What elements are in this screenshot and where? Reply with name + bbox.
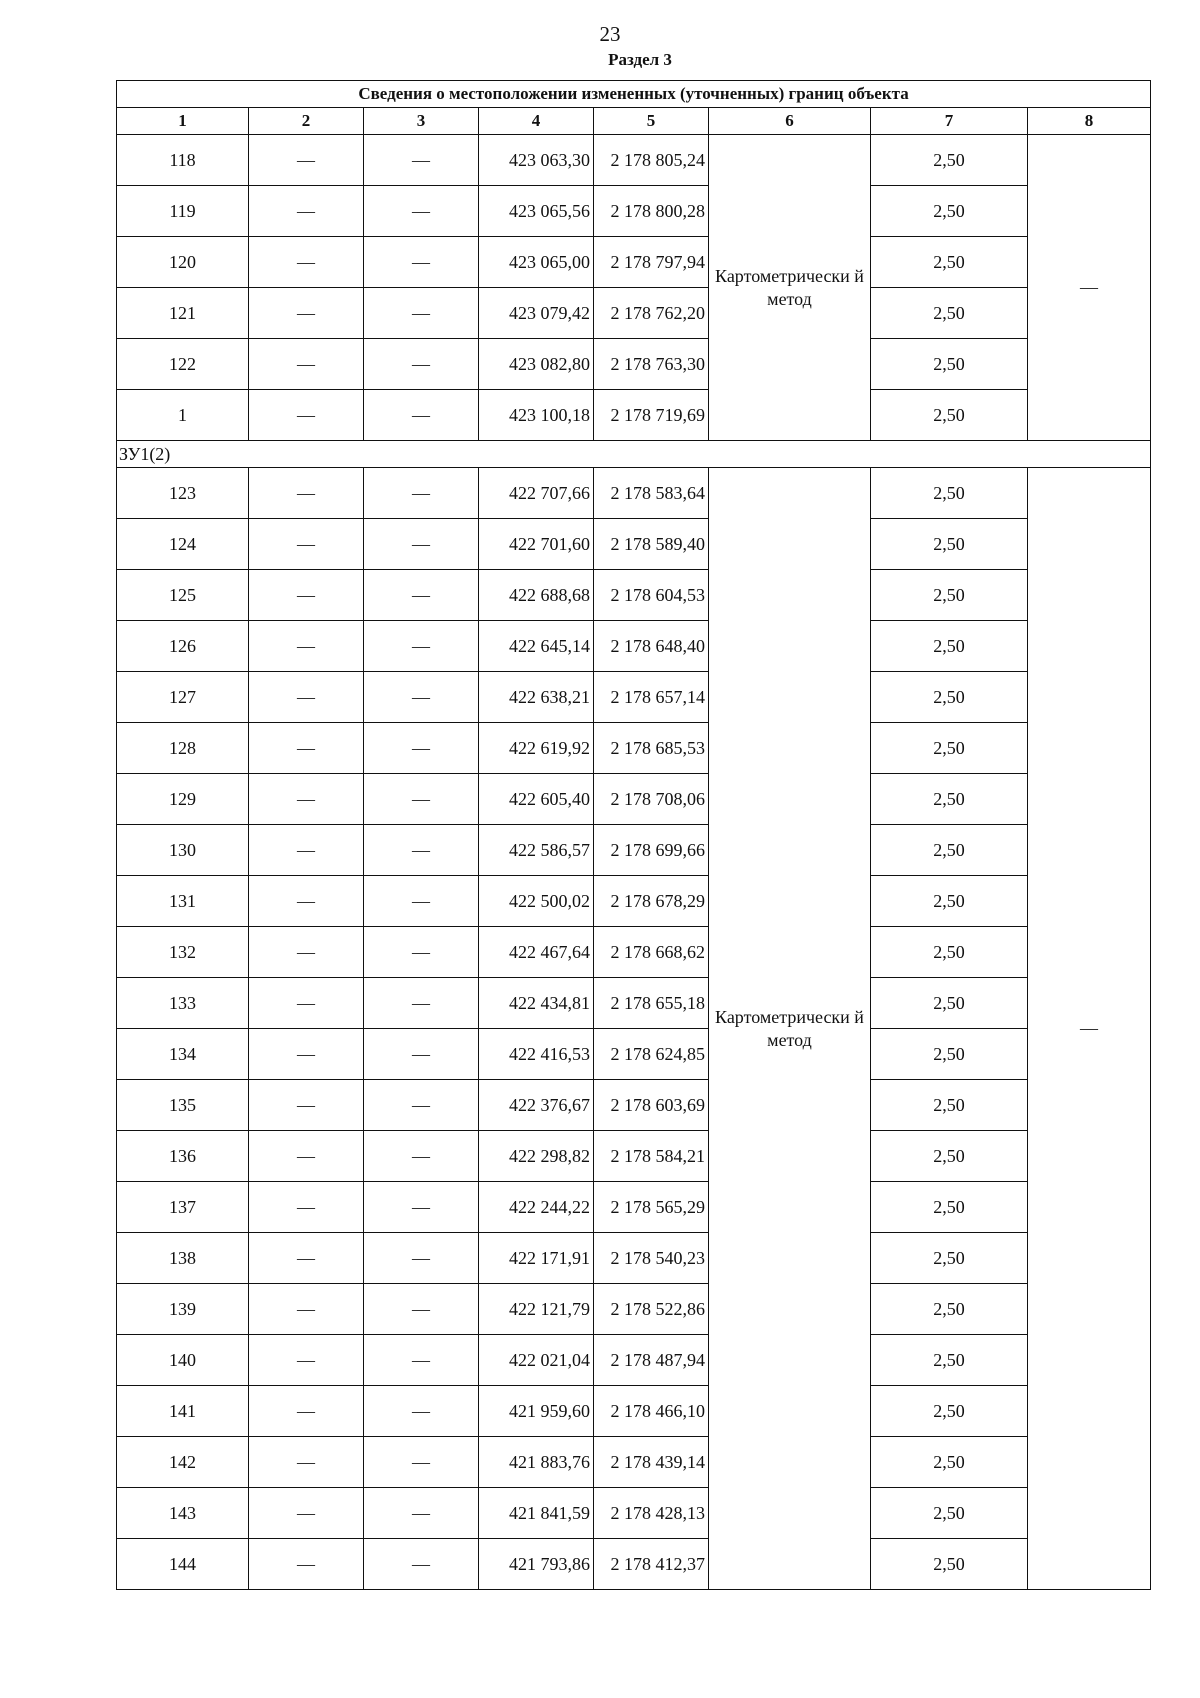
col2-value: — (249, 1539, 364, 1590)
col3-value: — (364, 1233, 479, 1284)
coord-y: 2 178 800,28 (594, 186, 709, 237)
accuracy-value: 2,50 (871, 876, 1028, 927)
coord-y: 2 178 565,29 (594, 1182, 709, 1233)
col3-value: — (364, 1029, 479, 1080)
coord-y: 2 178 603,69 (594, 1080, 709, 1131)
header-row (117, 108, 1151, 135)
col2-value: — (249, 1182, 364, 1233)
accuracy-value: 2,50 (871, 1182, 1028, 1233)
table-row (117, 876, 1151, 927)
coord-x: 422 619,92 (479, 723, 594, 774)
col3-value: — (364, 1437, 479, 1488)
accuracy-value: 2,50 (871, 774, 1028, 825)
coord-y: 2 178 763,30 (594, 339, 709, 390)
column-header: 2 (249, 108, 364, 135)
coord-x: 422 121,79 (479, 1284, 594, 1335)
accuracy-value: 2,50 (871, 570, 1028, 621)
col2-value: — (249, 1233, 364, 1284)
accuracy-value: 2,50 (871, 1488, 1028, 1539)
col3-value: — (364, 1284, 479, 1335)
coord-x: 422 707,66 (479, 468, 594, 519)
col3-value: — (364, 1488, 479, 1539)
point-number: 120 (117, 237, 249, 288)
accuracy-value: 2,50 (871, 927, 1028, 978)
accuracy-value: 2,50 (871, 1335, 1028, 1386)
col2-value: — (249, 1284, 364, 1335)
accuracy-value: 2,50 (871, 1233, 1028, 1284)
col2-value: — (249, 825, 364, 876)
col2-value: — (249, 927, 364, 978)
coord-y: 2 178 719,69 (594, 390, 709, 441)
col3-value: — (364, 927, 479, 978)
table-row (117, 468, 1151, 519)
col3-value: — (364, 339, 479, 390)
accuracy-value: 2,50 (871, 621, 1028, 672)
accuracy-value: 2,50 (871, 1437, 1028, 1488)
coord-x: 423 065,56 (479, 186, 594, 237)
column-header: 3 (364, 108, 479, 135)
coord-x: 422 500,02 (479, 876, 594, 927)
point-number: 135 (117, 1080, 249, 1131)
point-number: 125 (117, 570, 249, 621)
table-row (117, 519, 1151, 570)
coord-x: 423 079,42 (479, 288, 594, 339)
accuracy-value: 2,50 (871, 1131, 1028, 1182)
table-row (117, 1488, 1151, 1539)
col3-value: — (364, 723, 479, 774)
col3-value: — (364, 876, 479, 927)
table-row (117, 978, 1151, 1029)
col2-value: — (249, 519, 364, 570)
coord-y: 2 178 466,10 (594, 1386, 709, 1437)
point-number: 121 (117, 288, 249, 339)
accuracy-value: 2,50 (871, 519, 1028, 570)
coord-y: 2 178 699,66 (594, 825, 709, 876)
col2-value: — (249, 237, 364, 288)
col3-value: — (364, 519, 479, 570)
point-number: 141 (117, 1386, 249, 1437)
col3-value: — (364, 1386, 479, 1437)
col3-value: — (364, 1080, 479, 1131)
coord-x: 422 434,81 (479, 978, 594, 1029)
coord-x: 422 467,64 (479, 927, 594, 978)
col8-value: — (1028, 468, 1151, 1590)
accuracy-value: 2,50 (871, 672, 1028, 723)
col3-value: — (364, 774, 479, 825)
coord-y: 2 178 708,06 (594, 774, 709, 825)
table-row (117, 339, 1151, 390)
col2-value: — (249, 1335, 364, 1386)
coord-y: 2 178 805,24 (594, 135, 709, 186)
table-row (117, 1029, 1151, 1080)
point-number: 129 (117, 774, 249, 825)
col2-value: — (249, 672, 364, 723)
col2-value: — (249, 570, 364, 621)
point-number: 130 (117, 825, 249, 876)
coord-x: 422 298,82 (479, 1131, 594, 1182)
coord-y: 2 178 412,37 (594, 1539, 709, 1590)
col2-value: — (249, 723, 364, 774)
point-number: 122 (117, 339, 249, 390)
column-header: 4 (479, 108, 594, 135)
point-number: 124 (117, 519, 249, 570)
table-row (117, 927, 1151, 978)
point-number: 1 (117, 390, 249, 441)
col3-value: — (364, 1539, 479, 1590)
accuracy-value: 2,50 (871, 1029, 1028, 1080)
point-number: 131 (117, 876, 249, 927)
col2-value: — (249, 339, 364, 390)
table-row (117, 288, 1151, 339)
coord-x: 422 645,14 (479, 621, 594, 672)
col2-value: — (249, 774, 364, 825)
col3-value: — (364, 1131, 479, 1182)
coord-y: 2 178 540,23 (594, 1233, 709, 1284)
point-number: 132 (117, 927, 249, 978)
coord-y: 2 178 583,64 (594, 468, 709, 519)
col3-value: — (364, 186, 479, 237)
coord-x: 423 063,30 (479, 135, 594, 186)
accuracy-value: 2,50 (871, 186, 1028, 237)
table-row (117, 1539, 1151, 1590)
col8-value: — (1028, 135, 1151, 441)
coord-y: 2 178 624,85 (594, 1029, 709, 1080)
coord-x: 421 793,86 (479, 1539, 594, 1590)
col3-value: — (364, 468, 479, 519)
accuracy-value: 2,50 (871, 978, 1028, 1029)
col2-value: — (249, 1131, 364, 1182)
coord-y: 2 178 685,53 (594, 723, 709, 774)
col3-value: — (364, 288, 479, 339)
point-number: 127 (117, 672, 249, 723)
coord-y: 2 178 439,14 (594, 1437, 709, 1488)
col2-value: — (249, 1488, 364, 1539)
coord-y: 2 178 678,29 (594, 876, 709, 927)
coord-x: 421 959,60 (479, 1386, 594, 1437)
method-cell: Картометрически й метод (709, 135, 871, 441)
point-number: 118 (117, 135, 249, 186)
table-row (117, 570, 1151, 621)
method-cell: Картометрически й метод (709, 468, 871, 1590)
coord-x: 423 100,18 (479, 390, 594, 441)
coord-x: 422 171,91 (479, 1233, 594, 1284)
point-number: 139 (117, 1284, 249, 1335)
col3-value: — (364, 825, 479, 876)
coord-x: 422 586,57 (479, 825, 594, 876)
col3-value: — (364, 135, 479, 186)
coord-y: 2 178 797,94 (594, 237, 709, 288)
coord-x: 422 021,04 (479, 1335, 594, 1386)
point-number: 144 (117, 1539, 249, 1590)
coord-y: 2 178 604,53 (594, 570, 709, 621)
col2-value: — (249, 135, 364, 186)
table-row (117, 723, 1151, 774)
point-number: 140 (117, 1335, 249, 1386)
accuracy-value: 2,50 (871, 339, 1028, 390)
col2-value: — (249, 978, 364, 1029)
coord-x: 423 065,00 (479, 237, 594, 288)
table-row (117, 186, 1151, 237)
coord-y: 2 178 522,86 (594, 1284, 709, 1335)
coord-x: 423 082,80 (479, 339, 594, 390)
col3-value: — (364, 237, 479, 288)
accuracy-value: 2,50 (871, 1284, 1028, 1335)
col2-value: — (249, 621, 364, 672)
col2-value: — (249, 1437, 364, 1488)
point-number: 123 (117, 468, 249, 519)
table-row (117, 1335, 1151, 1386)
accuracy-value: 2,50 (871, 825, 1028, 876)
coord-y: 2 178 589,40 (594, 519, 709, 570)
coord-x: 422 701,60 (479, 519, 594, 570)
coord-x: 422 416,53 (479, 1029, 594, 1080)
table-row (117, 1080, 1151, 1131)
accuracy-value: 2,50 (871, 1386, 1028, 1437)
col2-value: — (249, 468, 364, 519)
table-row (117, 1437, 1151, 1488)
col3-value: — (364, 1335, 479, 1386)
col3-value: — (364, 570, 479, 621)
accuracy-value: 2,50 (871, 1539, 1028, 1590)
coord-y: 2 178 428,13 (594, 1488, 709, 1539)
col3-value: — (364, 672, 479, 723)
coord-x: 422 376,67 (479, 1080, 594, 1131)
col2-value: — (249, 1386, 364, 1437)
section-title: Раздел 3 (608, 50, 672, 69)
table-row (117, 135, 1151, 186)
accuracy-value: 2,50 (871, 288, 1028, 339)
table-row (117, 237, 1151, 288)
table-caption: Сведения о местоположении измененных (уточненных) границ объекта (117, 81, 1151, 108)
column-header: 6 (709, 108, 871, 135)
column-header: 8 (1028, 108, 1151, 135)
col3-value: — (364, 390, 479, 441)
column-header: 5 (594, 108, 709, 135)
table-row (117, 774, 1151, 825)
point-number: 134 (117, 1029, 249, 1080)
group-label: ЗУ1(2) (117, 441, 1151, 468)
coord-y: 2 178 655,18 (594, 978, 709, 1029)
table-row (117, 825, 1151, 876)
accuracy-value: 2,50 (871, 1080, 1028, 1131)
point-number: 128 (117, 723, 249, 774)
coord-x: 422 688,68 (479, 570, 594, 621)
accuracy-value: 2,50 (871, 390, 1028, 441)
table-row (117, 1386, 1151, 1437)
table-row (117, 1233, 1151, 1284)
table-row (117, 672, 1151, 723)
accuracy-value: 2,50 (871, 468, 1028, 519)
column-header: 1 (117, 108, 249, 135)
point-number: 133 (117, 978, 249, 1029)
point-number: 126 (117, 621, 249, 672)
coord-y: 2 178 487,94 (594, 1335, 709, 1386)
coord-x: 422 605,40 (479, 774, 594, 825)
coord-y: 2 178 762,20 (594, 288, 709, 339)
coord-x: 422 638,21 (479, 672, 594, 723)
col2-value: — (249, 1080, 364, 1131)
col2-value: — (249, 876, 364, 927)
coord-y: 2 178 584,21 (594, 1131, 709, 1182)
coord-x: 422 244,22 (479, 1182, 594, 1233)
col2-value: — (249, 390, 364, 441)
point-number: 143 (117, 1488, 249, 1539)
col3-value: — (364, 1182, 479, 1233)
table-row (117, 621, 1151, 672)
coord-y: 2 178 668,62 (594, 927, 709, 978)
point-number: 119 (117, 186, 249, 237)
group-label-row (117, 441, 1151, 468)
col3-value: — (364, 978, 479, 1029)
point-number: 138 (117, 1233, 249, 1284)
point-number: 137 (117, 1182, 249, 1233)
table-row (117, 1182, 1151, 1233)
col2-value: — (249, 186, 364, 237)
point-number: 142 (117, 1437, 249, 1488)
column-header: 7 (871, 108, 1028, 135)
point-number: 136 (117, 1131, 249, 1182)
col2-value: — (249, 1029, 364, 1080)
accuracy-value: 2,50 (871, 135, 1028, 186)
col3-value: — (364, 621, 479, 672)
coord-y: 2 178 648,40 (594, 621, 709, 672)
table-row (117, 390, 1151, 441)
col2-value: — (249, 288, 364, 339)
table-row (117, 1284, 1151, 1335)
coord-y: 2 178 657,14 (594, 672, 709, 723)
boundary-coordinates-table (116, 80, 1151, 1590)
table-row (117, 1131, 1151, 1182)
accuracy-value: 2,50 (871, 237, 1028, 288)
page-number: 23 (599, 22, 621, 46)
coord-x: 421 841,59 (479, 1488, 594, 1539)
accuracy-value: 2,50 (871, 723, 1028, 774)
coord-x: 421 883,76 (479, 1437, 594, 1488)
